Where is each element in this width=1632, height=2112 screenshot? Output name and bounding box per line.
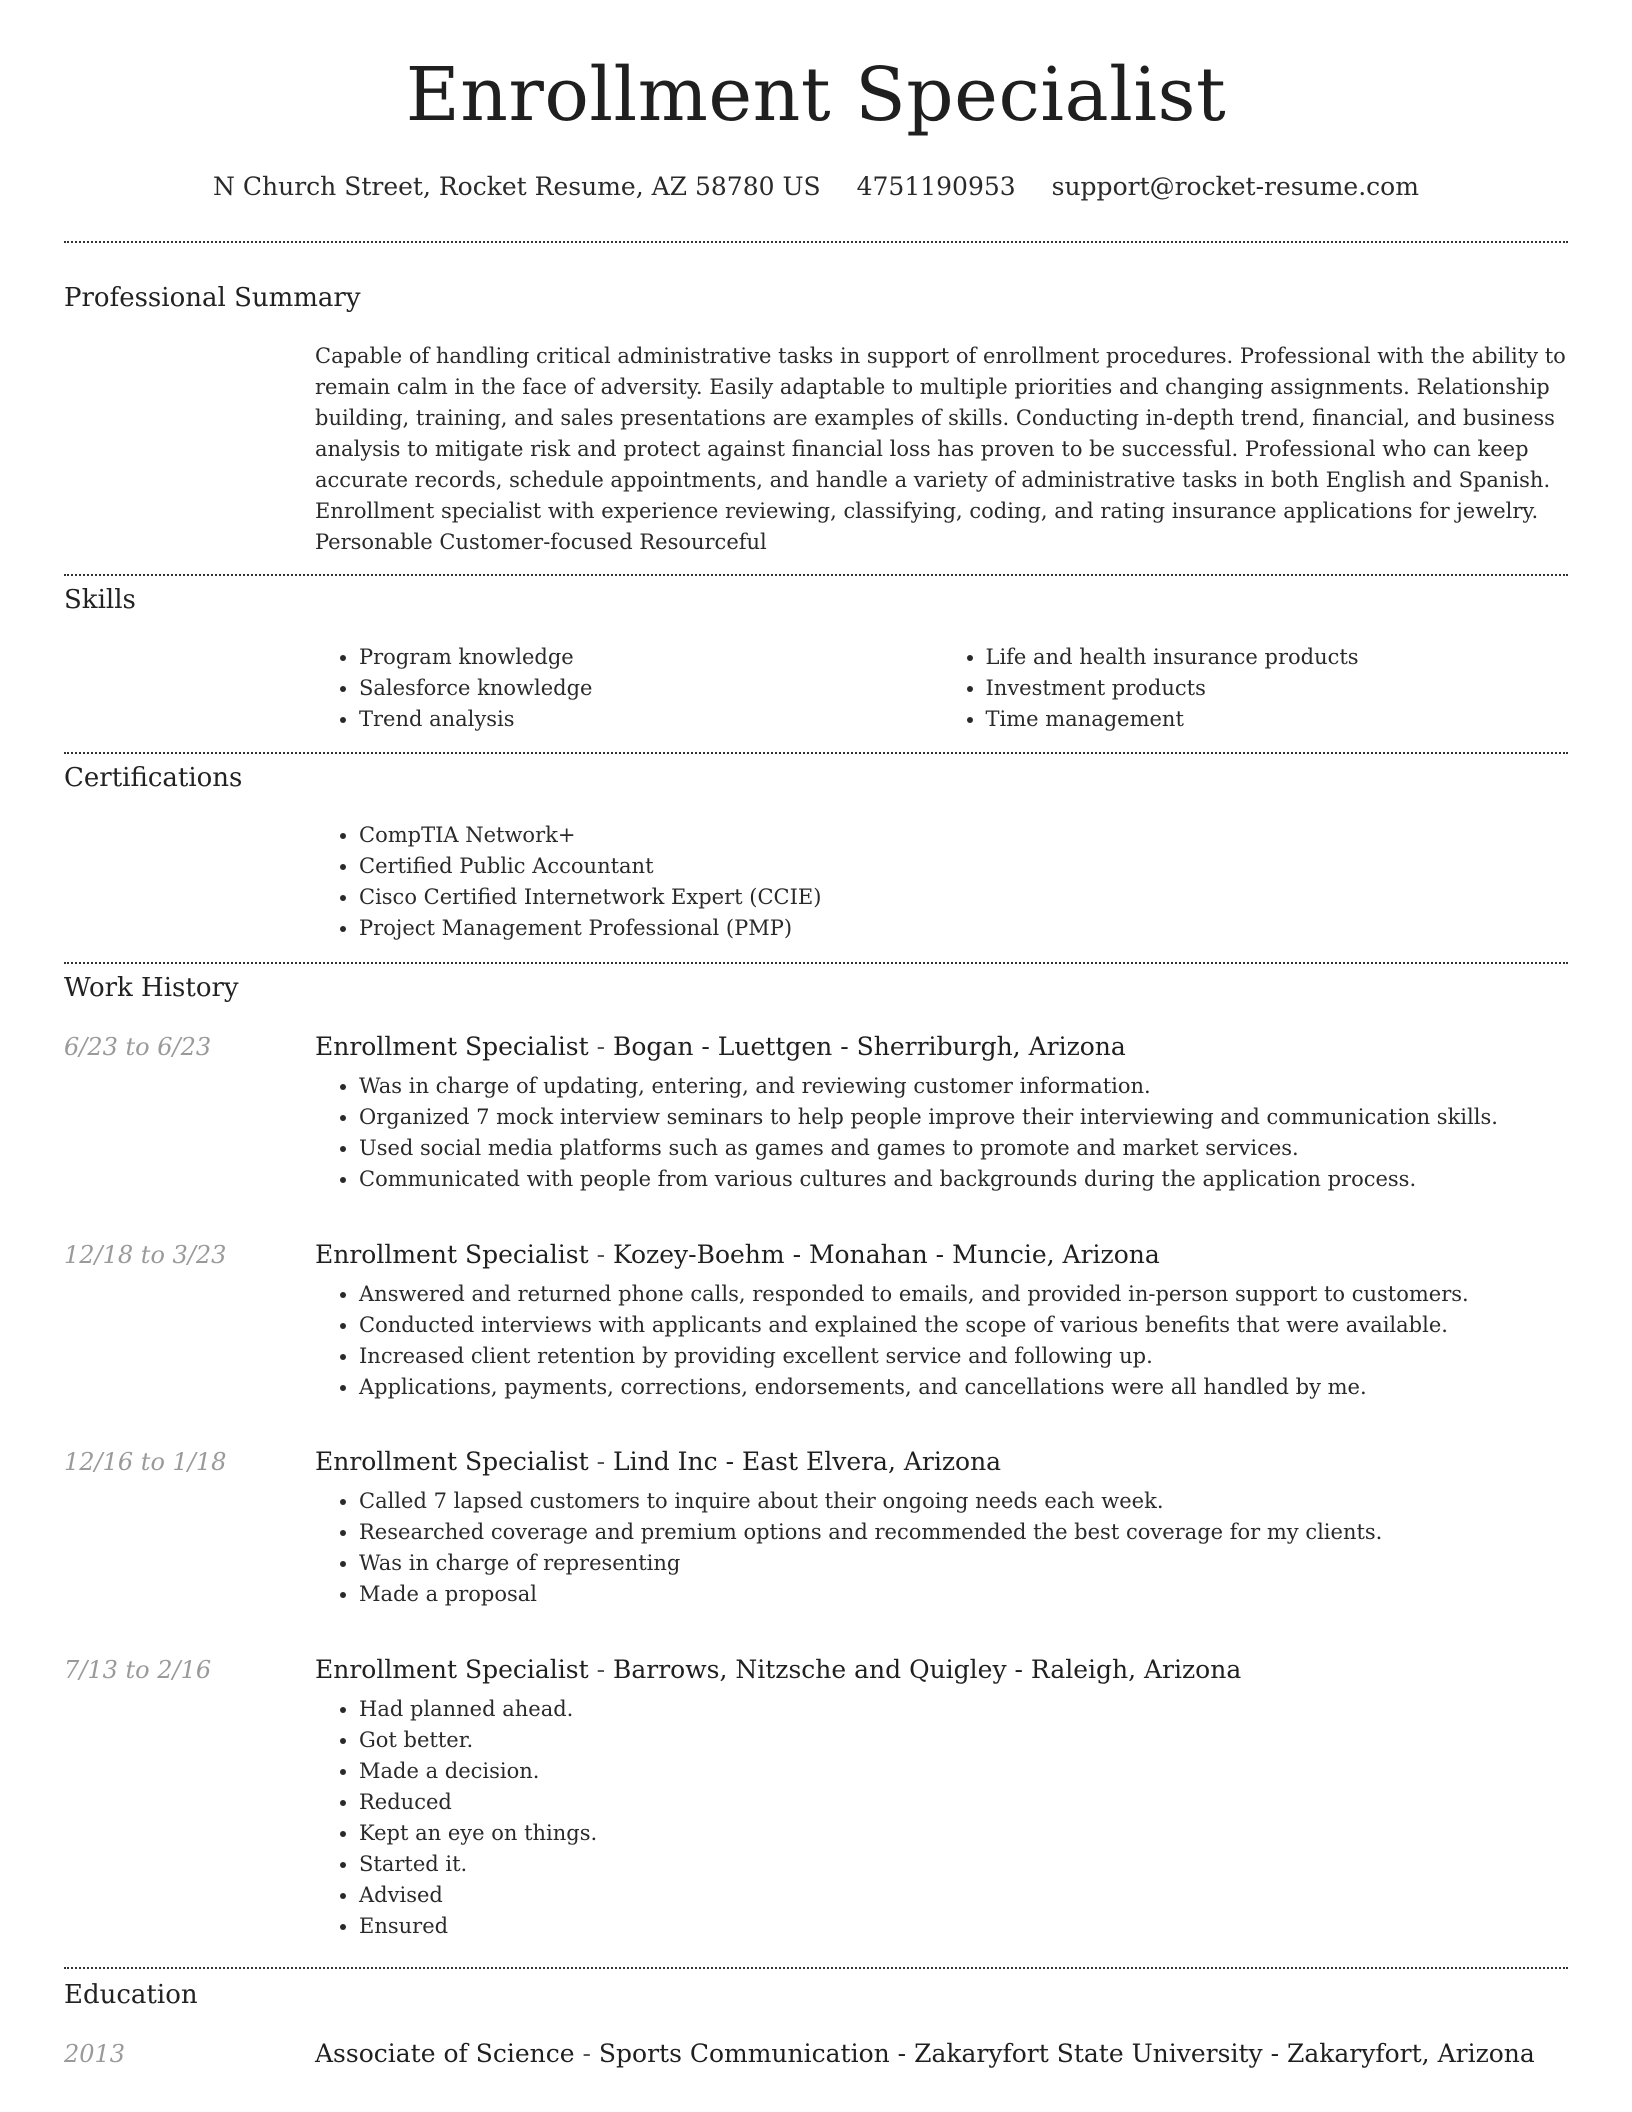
- job-bullet: • Had planned ahead.: [359, 1694, 1568, 1725]
- job-separator: -: [596, 1240, 613, 1269]
- job-bullet: • Kept an eye on things.: [359, 1818, 1568, 1849]
- job-details: Barrows, Nitzsche and Quigley - Raleigh, Arizona: [613, 1655, 1242, 1684]
- job-dates: 7/13 to 2/16: [64, 1656, 212, 1684]
- section-title-skills: Skills: [64, 585, 136, 615]
- skills-column-1: [315, 642, 942, 735]
- divider: [64, 962, 1568, 964]
- job-bullet: • Increased client retention by providing excellent service and following up.: [359, 1341, 1568, 1372]
- job-dates: 12/18 to 3/23: [64, 1241, 227, 1269]
- education-details: Sports Communication - Zakaryfort State University - Zakaryfort, Arizona: [598, 2039, 1535, 2068]
- job-role: Enrollment Specialist: [315, 1655, 589, 1684]
- section-title-certifications: Certifications: [64, 763, 243, 793]
- job-bullet: • Conducted interviews with applicants and explained the scope of various benefits that were available.: [359, 1310, 1568, 1341]
- job-bullet: • Made a decision.: [359, 1756, 1568, 1787]
- section-title-education: Education: [64, 1980, 198, 2010]
- job-dates: 12/16 to 1/18: [64, 1448, 227, 1476]
- skill-item: • Program knowledge: [359, 642, 942, 673]
- skill-item: • Time management: [986, 704, 1569, 735]
- skill-item: • Salesforce knowledge: [359, 673, 942, 704]
- job-bullet: • Ensured: [359, 1911, 1568, 1942]
- job-bullet: • Called 7 lapsed customers to inquire about their ongoing needs each week.: [359, 1486, 1568, 1517]
- summary-block: [315, 341, 1568, 558]
- divider: [64, 241, 1568, 243]
- skills-column-2: [942, 642, 1569, 735]
- contact-address: N Church Street, Rocket Resume, AZ 58780 US: [213, 172, 821, 201]
- job-bullet: • Advised: [359, 1880, 1568, 1911]
- certification-item: • Certified Public Accountant: [359, 851, 1568, 882]
- job-bullet: • Reduced: [359, 1787, 1568, 1818]
- certification-item: • Cisco Certified Internetwork Expert (CCIE): [359, 882, 1568, 913]
- education-entry: [315, 2039, 1568, 2078]
- job-bullet: • Was in charge of representing: [359, 1548, 1568, 1579]
- job-heading: [315, 1655, 1568, 1684]
- job-role: Enrollment Specialist: [315, 1447, 589, 1476]
- job-separator: -: [596, 1032, 613, 1061]
- job-bullet: • Used social media platforms such as games and games to promote and market services.: [359, 1133, 1568, 1164]
- section-title-summary: Professional Summary: [64, 283, 361, 313]
- job-bullet: • Researched coverage and premium options and recommended the best coverage for my clients.: [359, 1517, 1568, 1548]
- divider: [64, 752, 1568, 754]
- job-heading: [315, 1032, 1568, 1061]
- certification-item: • CompTIA Network+: [359, 820, 1568, 851]
- skill-item: • Investment products: [986, 673, 1569, 704]
- certifications-list: [315, 820, 1568, 944]
- summary-text: Capable of handling critical administrative tasks in support of enrollment procedures. Professional with the ability to remain calm in the face of adversity. Easily adaptable to multiple priorities and changing assignments. Relationship building, training, and sales presentations are examples of skills. Conducting in-depth trend, financial, and business analysis to mitigate risk and protect against financial loss has proven to be successful. Professional who can keep accurate records, schedule appointments, and handle a variety of administrative tasks in both English and Spanish. Enrollment specialist with experience reviewing, classifying, coding, and rating insurance applications for jewelry. Personable Customer-focused Resourceful: [315, 344, 1566, 554]
- job-details: Kozey-Boehm - Monahan - Muncie, Arizona: [613, 1240, 1160, 1269]
- education-degree: Associate of Science: [315, 2039, 575, 2068]
- job-heading: [315, 1240, 1568, 1269]
- divider: [64, 1967, 1568, 1969]
- job-entry: [315, 1240, 1568, 1403]
- job-bullet: • Made a proposal: [359, 1579, 1568, 1610]
- job-details: Bogan - Luettgen - Sherriburgh, Arizona: [613, 1032, 1126, 1061]
- job-bullet: • Got better.: [359, 1725, 1568, 1756]
- education-year: 2013: [64, 2040, 126, 2068]
- job-bullet: • Started it.: [359, 1849, 1568, 1880]
- job-entry: [315, 1032, 1568, 1195]
- job-dates: 6/23 to 6/23: [64, 1033, 212, 1061]
- education-heading: [315, 2039, 1568, 2068]
- skill-item: • Life and health insurance products: [986, 642, 1569, 673]
- job-role: Enrollment Specialist: [315, 1240, 589, 1269]
- section-title-work-history: Work History: [64, 973, 239, 1003]
- contact-phone: 4751190953: [856, 172, 1016, 201]
- contact-line: [64, 172, 1568, 201]
- job-entry: [315, 1447, 1568, 1610]
- job-bullet: • Organized 7 mock interview seminars to help people improve their interviewing and communication skills.: [359, 1102, 1568, 1133]
- job-separator: -: [596, 1655, 613, 1684]
- job-separator: -: [596, 1447, 613, 1476]
- job-role: Enrollment Specialist: [315, 1032, 589, 1061]
- divider: [64, 574, 1568, 576]
- job-details: Lind Inc - East Elvera, Arizona: [613, 1447, 1002, 1476]
- skills-list: [315, 642, 1568, 735]
- certification-item: • Project Management Professional (PMP): [359, 913, 1568, 944]
- contact-email: support@rocket-resume.com: [1051, 172, 1419, 201]
- skill-item: • Trend analysis: [359, 704, 942, 735]
- job-bullet: • Communicated with people from various cultures and backgrounds during the application process.: [359, 1164, 1568, 1195]
- job-bullet: • Answered and returned phone calls, responded to emails, and provided in-person support to customers.: [359, 1279, 1568, 1310]
- resume-name: Enrollment Specialist: [405, 52, 1227, 138]
- job-bullet: • Was in charge of updating, entering, and reviewing customer information.: [359, 1071, 1568, 1102]
- job-entry: [315, 1655, 1568, 1942]
- job-bullet: • Applications, payments, corrections, endorsements, and cancellations were all handled by me.: [359, 1372, 1568, 1403]
- education-separator: -: [582, 2039, 599, 2068]
- job-heading: [315, 1447, 1568, 1476]
